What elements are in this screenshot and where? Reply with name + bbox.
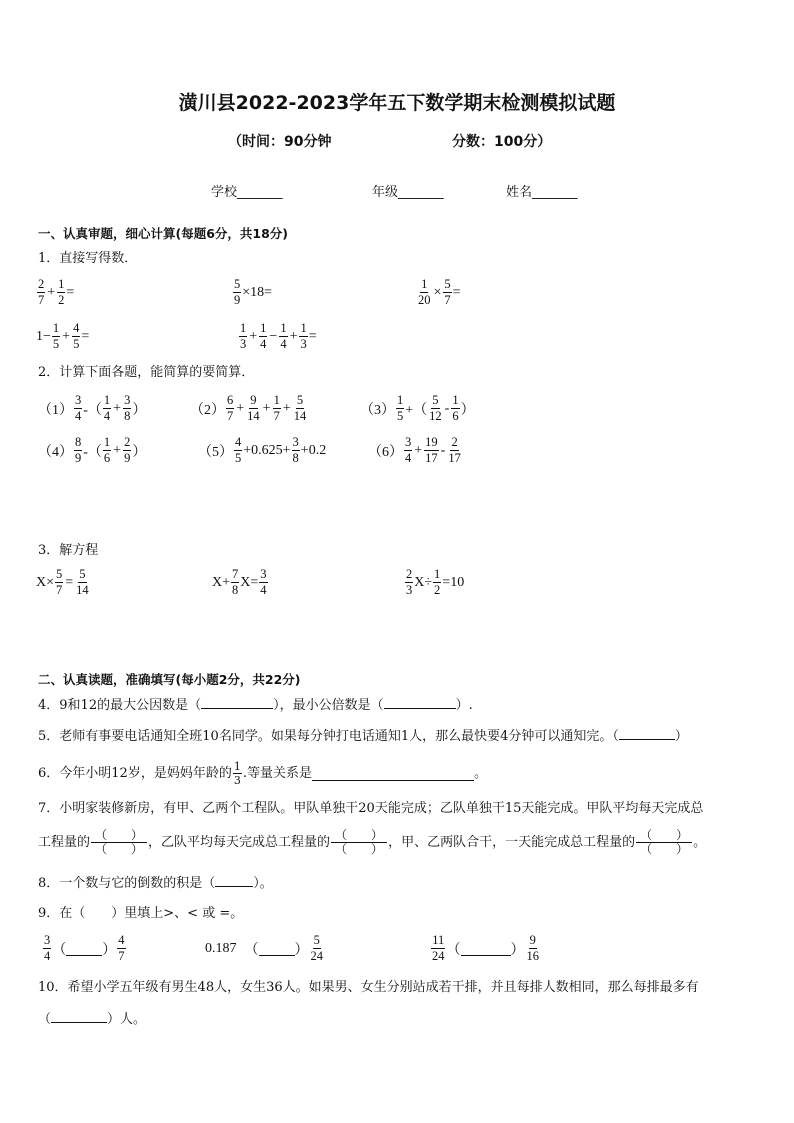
q3-equation-2	[212, 568, 269, 597]
compare-lead: 0.187	[205, 940, 237, 956]
expression-lead: 1−	[36, 328, 51, 344]
denominator: 24	[310, 949, 323, 963]
expression-text: -（	[83, 444, 102, 460]
problem-number: （4）	[38, 444, 73, 460]
answer-blank[interactable]	[312, 767, 474, 781]
q2-problem-6	[368, 436, 463, 465]
fraction	[74, 394, 82, 423]
fraction	[52, 322, 60, 351]
numerator: 1	[58, 277, 65, 291]
denominator: 2	[58, 293, 65, 307]
denominator: 5	[73, 337, 80, 351]
fraction	[310, 934, 325, 963]
question-text: ）人。	[107, 1012, 147, 1027]
question-text: 工程量的	[38, 834, 91, 850]
question-text: ）。	[253, 876, 273, 891]
numerator: 1	[260, 321, 267, 335]
operator: +	[236, 400, 245, 416]
numerator: 9	[250, 393, 257, 407]
q1-expression-2	[232, 278, 272, 307]
numerator: 5	[444, 277, 451, 291]
equation-text: =10	[442, 574, 465, 590]
answer-blank[interactable]	[619, 726, 675, 740]
numerator: 1	[103, 393, 111, 407]
answer-blank[interactable]	[259, 942, 295, 956]
numerator: 5	[234, 277, 241, 291]
expression-tail: =	[308, 328, 317, 344]
expression-tail: ×18=	[242, 284, 273, 300]
denominator: 9	[75, 451, 82, 465]
fraction	[396, 394, 404, 423]
denominator: 7	[38, 293, 45, 307]
fraction	[451, 394, 459, 423]
numerator: 5	[56, 567, 63, 581]
question-text: 。	[693, 834, 707, 850]
answer-blank[interactable]	[215, 873, 253, 887]
denominator: 3	[240, 337, 247, 351]
expression-text: ）	[132, 444, 147, 460]
fraction	[279, 322, 287, 351]
fraction-blank[interactable]	[91, 829, 147, 856]
fraction	[259, 322, 267, 351]
expression-text: +（	[405, 402, 428, 418]
operator: -	[444, 400, 450, 416]
operator: -	[440, 442, 446, 458]
question-text: 6．今年小明12岁，是妈妈年龄的	[38, 765, 232, 781]
numerator: 2	[406, 567, 413, 581]
fraction	[443, 278, 451, 307]
question-2-label: 2．计算下面各题，能简算的要简算．	[38, 365, 255, 380]
operator: +	[262, 400, 271, 416]
numerator: 1	[300, 321, 307, 335]
question-5	[38, 726, 688, 747]
operator: −	[269, 328, 278, 344]
problem-number: （3）	[360, 402, 395, 418]
fraction	[405, 568, 413, 597]
numerator: 9	[529, 933, 536, 947]
bracket-close: ）	[294, 942, 309, 958]
expression-tail: =	[452, 284, 461, 300]
fraction-blank[interactable]	[331, 829, 387, 856]
operator: +	[414, 442, 423, 458]
expression-text: ）	[132, 402, 147, 418]
operator: +	[249, 328, 258, 344]
expression-text: +0.2	[300, 442, 327, 458]
bracket-open: （	[244, 942, 259, 958]
numerator: 2	[124, 435, 131, 449]
page-title: 潢川县2022-2023学年五下数学期末检测模拟试题	[178, 92, 616, 114]
school-field: 学校_______	[211, 185, 283, 200]
expression-text: -（	[83, 402, 102, 418]
fraction	[123, 394, 131, 423]
denominator: 24	[432, 949, 445, 963]
fraction-blank[interactable]	[636, 829, 692, 856]
name-field: 姓名_______	[506, 185, 578, 200]
fraction	[103, 394, 111, 423]
question-10-line-1: 10．希望小学五年级有男生48人，女生36人。如果男、女生分别站成若干排，并且每排人数相同，那么每排最多有	[38, 980, 699, 995]
operator: =	[65, 574, 74, 590]
denominator: 5	[52, 337, 60, 351]
expression-text: +0.625+	[243, 442, 291, 458]
question-text: 4．9和12的最大公因数是（	[38, 698, 202, 713]
denominator: 12	[429, 409, 442, 423]
numerator: 5	[79, 567, 86, 581]
problem-number: （1）	[38, 402, 73, 418]
denominator: 5	[235, 451, 242, 465]
numerator: 2	[38, 277, 45, 291]
problem-number: （5）	[198, 444, 233, 460]
fraction	[75, 568, 90, 597]
denominator-blank[interactable]: （ ）	[335, 842, 384, 856]
denominator: 3	[300, 337, 307, 351]
q9-compare-1	[42, 934, 127, 963]
denominator: 8	[124, 409, 131, 423]
denominator: 4	[103, 409, 111, 423]
question-4	[38, 695, 473, 716]
q1-expression-1	[36, 278, 74, 307]
numerator: 8	[75, 435, 82, 449]
question-text: ）	[674, 729, 688, 744]
denominator: 20	[418, 293, 431, 307]
q2-problem-2	[190, 394, 308, 423]
denominator: 7	[227, 409, 234, 423]
equation-lead: X+	[212, 574, 231, 590]
denominator: 3	[406, 583, 413, 597]
bracket-open: （	[38, 1012, 52, 1027]
numerator: 4	[235, 435, 242, 449]
operator: +	[113, 400, 122, 416]
numerator-blank[interactable]: （ ）	[91, 829, 147, 843]
fraction	[74, 436, 82, 465]
operator: +	[113, 442, 122, 458]
fraction	[292, 436, 300, 465]
numerator: 1	[421, 277, 428, 291]
expression-tail: =	[81, 328, 90, 344]
q9-compare-2	[205, 934, 325, 963]
fraction	[103, 436, 111, 465]
denominator: 14	[247, 409, 260, 423]
numerator: 19	[425, 435, 438, 449]
denominator: 8	[292, 451, 299, 465]
fraction	[239, 322, 247, 351]
answer-blank[interactable]	[201, 695, 273, 709]
fraction	[246, 394, 261, 423]
problem-number: （2）	[190, 402, 225, 418]
time-info: （时间：90分钟	[228, 134, 332, 150]
equation-text: X=	[240, 574, 259, 590]
fraction	[417, 278, 432, 307]
equation-text: X÷	[414, 574, 433, 590]
fraction	[123, 436, 131, 465]
expression-tail: =	[66, 284, 75, 300]
numerator: 1	[280, 321, 287, 335]
fraction	[433, 568, 441, 597]
answer-blank[interactable]	[384, 695, 456, 709]
fraction	[55, 568, 63, 597]
denominator: 7	[273, 409, 280, 423]
denominator: 7	[444, 293, 451, 307]
answer-blank[interactable]	[461, 942, 511, 956]
fraction	[226, 394, 234, 423]
numerator: 3	[292, 435, 299, 449]
question-10-line-2	[38, 1009, 146, 1030]
denominator-blank[interactable]: （ ）	[95, 842, 144, 856]
fraction	[526, 934, 541, 963]
numerator: 5	[296, 393, 304, 407]
question-1-label: 1．直接写得数．	[38, 251, 138, 266]
q3-equation-3	[404, 568, 464, 597]
numerator: 3	[405, 435, 412, 449]
section-2-heading: 二、认真读题，准确填写(每小题2分，共22分)	[38, 672, 301, 687]
fraction	[43, 934, 51, 963]
denominator: 4	[260, 337, 267, 351]
fraction	[233, 278, 241, 307]
numerator: 3	[75, 393, 82, 407]
grade-field: 年级_______	[372, 185, 444, 200]
numerator: 7	[232, 567, 239, 581]
fraction	[273, 394, 281, 423]
fraction	[117, 934, 125, 963]
fraction	[231, 568, 239, 597]
denominator: 4	[75, 409, 82, 423]
fraction	[431, 934, 446, 963]
question-9-label: 9．在（ ）里填上>、< 或 =。	[38, 906, 244, 921]
numerator: 5	[313, 933, 320, 947]
fraction	[233, 761, 242, 786]
equation-lead: X×	[36, 574, 55, 590]
denominator: 9	[234, 293, 241, 307]
numerator: 4	[118, 933, 125, 947]
operator: ×	[433, 284, 442, 300]
question-8	[38, 873, 273, 894]
operator: +	[282, 400, 291, 416]
numerator: 1	[452, 393, 459, 407]
numerator: 4	[73, 321, 80, 335]
bracket-open: （	[446, 942, 461, 958]
question-7-line-2	[38, 829, 706, 856]
q2-problem-3	[360, 394, 475, 423]
numerator: 5	[432, 393, 439, 407]
denominator: 6	[452, 409, 459, 423]
q2-problem-4	[38, 436, 146, 465]
operator: +	[62, 328, 71, 344]
numerator-blank[interactable]: （ ）	[636, 829, 692, 843]
numerator: 1	[240, 321, 247, 335]
fraction	[404, 436, 412, 465]
denominator: 17	[448, 451, 461, 465]
denominator: 8	[232, 583, 239, 597]
score-info: 分数：100分）	[452, 134, 552, 150]
denominator: 4	[44, 949, 51, 963]
denominator: 14	[76, 583, 89, 597]
section-1-heading: 一、认真审题，细心计算(每题6分，共18分)	[38, 226, 289, 241]
question-text: 。	[473, 765, 487, 781]
q1-expression-4	[36, 322, 89, 351]
denominator-blank[interactable]: （ ）	[640, 842, 689, 856]
denominator: 7	[118, 949, 125, 963]
denominator: 14	[293, 409, 307, 423]
numerator: 1	[273, 393, 280, 407]
numerator: 2	[451, 435, 458, 449]
fraction	[57, 278, 65, 307]
numerator: 1	[103, 435, 111, 449]
numerator: 11	[432, 933, 445, 947]
q3-equation-1	[36, 568, 91, 597]
fraction	[428, 394, 443, 423]
fraction	[293, 394, 308, 423]
numerator: 3	[260, 567, 267, 581]
numerator: 1	[434, 567, 441, 581]
q9-compare-3	[430, 934, 541, 963]
fraction	[424, 436, 439, 465]
fraction	[259, 568, 267, 597]
denominator: 4	[280, 337, 287, 351]
fraction	[299, 322, 307, 351]
bracket-close: ）	[510, 942, 525, 958]
question-6	[38, 761, 487, 786]
denominator: 2	[434, 583, 441, 597]
q1-expression-5	[238, 322, 317, 351]
operator: +	[47, 284, 56, 300]
question-text: ，乙队平均每天完成总工程量的	[148, 834, 331, 850]
fraction	[234, 436, 242, 465]
numerator: 6	[227, 393, 234, 407]
operator: +	[289, 328, 298, 344]
denominator: 17	[425, 451, 438, 465]
question-text: ，甲、乙两队合干，一天能完成总工程量的	[388, 834, 636, 850]
question-text: ），最小公倍数是（	[273, 698, 384, 713]
fraction	[37, 278, 45, 307]
q2-problem-5	[198, 436, 326, 465]
numerator: 1	[397, 393, 404, 407]
question-text: .等量关系是	[242, 765, 312, 781]
expression-text: ）	[460, 402, 475, 418]
fraction	[72, 322, 80, 351]
question-text: 8．一个数与它的倒数的积是（	[38, 876, 216, 891]
numerator: 1	[52, 321, 60, 335]
numerator: 3	[124, 393, 131, 407]
denominator: 16	[526, 949, 539, 963]
question-3-label: 3．解方程	[38, 543, 99, 558]
denominator: 5	[397, 409, 404, 423]
numerator-blank[interactable]: （ ）	[331, 829, 387, 843]
q2-problem-1	[38, 394, 146, 423]
answer-blank[interactable]	[51, 1009, 107, 1023]
numerator: 1	[233, 760, 241, 773]
q1-expression-3	[416, 278, 461, 307]
answer-blank[interactable]	[66, 942, 102, 956]
denominator: 9	[124, 451, 131, 465]
denominator: 4	[405, 451, 412, 465]
bracket-open: （	[52, 942, 67, 958]
denominator: 4	[260, 583, 267, 597]
denominator: 7	[56, 583, 63, 597]
numerator: 3	[44, 933, 51, 947]
question-7-line-1: 7．小明家装修新房，有甲、乙两个工程队。甲队单独干20天能完成；乙队单独干15天能完成。甲队平均每天完成总	[38, 801, 704, 816]
problem-number: （6）	[368, 444, 403, 460]
question-text: ）.	[455, 698, 473, 713]
fraction	[447, 436, 462, 465]
bracket-close: ）	[102, 942, 117, 958]
question-text: 5．老师有事要电话通知全班10名同学。如果每分钟打电话通知1人，那么最快要4分钟可以通知完。（	[38, 729, 619, 744]
denominator: 6	[103, 451, 111, 465]
denominator: 3	[233, 774, 241, 787]
